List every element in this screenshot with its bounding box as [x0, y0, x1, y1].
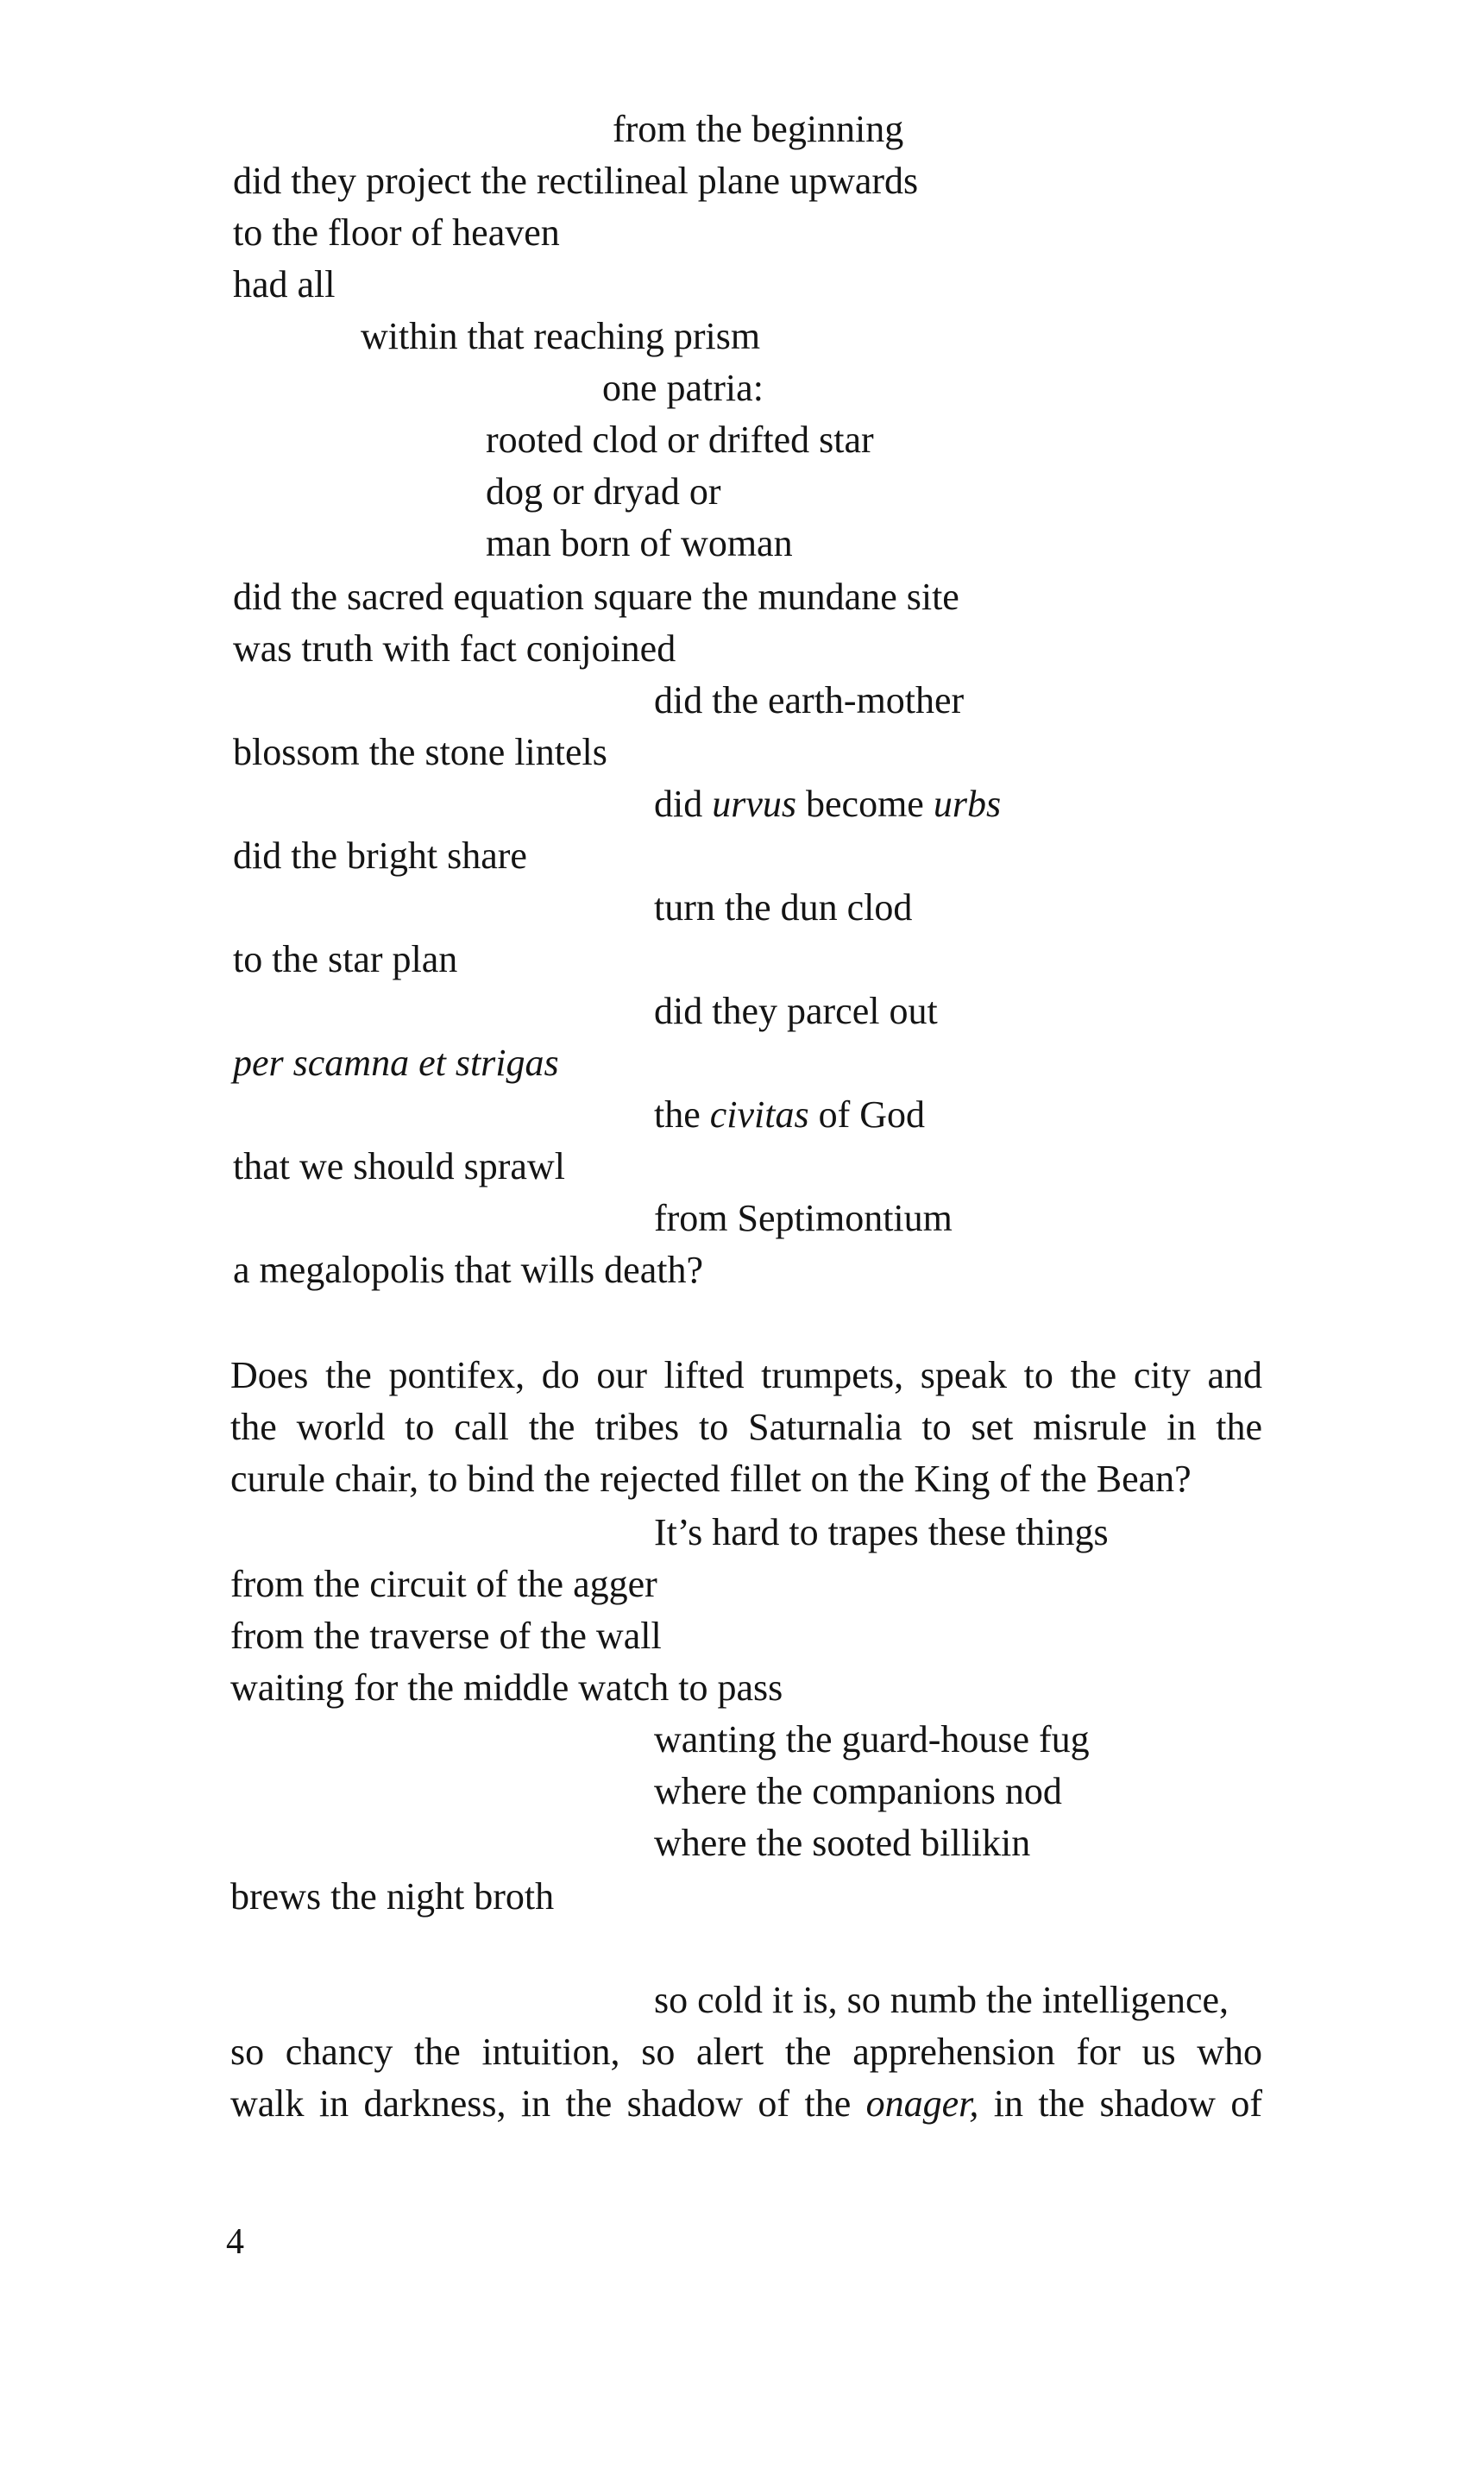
prose-line: the world to call the tribes to Saturnalia to set misrule in the: [230, 1406, 1262, 1448]
poem-line: that we should sprawl: [233, 1145, 565, 1187]
poem-line: the civitas of God: [654, 1093, 926, 1136]
page-number: 4: [226, 2222, 244, 2262]
poem-line: to the floor of heaven: [233, 211, 560, 254]
poem-line: was truth with fact conjoined: [233, 627, 676, 670]
prose-line: curule chair, to bind the rejected fillet on the King of the Bean?: [230, 1458, 1192, 1500]
poem-line: man born of woman: [486, 522, 793, 564]
poem-line: It’s hard to trapes these things: [654, 1511, 1109, 1553]
poem-line: did the earth-mother: [654, 679, 965, 721]
poem-line: waiting for the middle watch to pass: [230, 1666, 783, 1709]
prose-paragraph: [230, 1350, 1262, 1505]
prose-line: so chancy the intuition, so alert the apprehension for us who: [230, 2031, 1262, 2073]
poem-line: from the circuit of the agger: [230, 1563, 657, 1605]
poem-line: did the sacred equation square the mundane site: [233, 576, 959, 618]
poem-line: a megalopolis that wills death?: [233, 1249, 703, 1291]
prose-line: so cold it is, so numb the intelligence,: [654, 1979, 1229, 2021]
poem-line: did the bright share: [233, 835, 527, 877]
poem-line: wanting the guard-house fug: [654, 1718, 1090, 1760]
poem-line: turn the dun clod: [654, 886, 913, 929]
poem-line: blossom the stone lintels: [233, 731, 607, 773]
poem-line: did urvus become urbs: [654, 783, 1002, 825]
poem-line: where the sooted billikin: [654, 1822, 1031, 1864]
poem-line: to the star plan: [233, 938, 458, 980]
prose-line: Does the pontifex, do our lifted trumpets, speak to the city and: [230, 1354, 1262, 1396]
poem-line: from the beginning: [613, 108, 904, 150]
poem-line: did they parcel out: [654, 990, 938, 1032]
poem-line: did they project the rectilineal plane upwards: [233, 160, 919, 202]
prose-line: walk in darkness, in the shadow of the onager, in the shadow of: [230, 2082, 1262, 2125]
poem-line: one patria:: [602, 367, 764, 409]
poem-line: per scamna et strigas: [233, 1042, 559, 1084]
poem-line: brews the night broth: [230, 1875, 555, 1918]
poem-line: from the traverse of the wall: [230, 1615, 662, 1657]
prose-paragraph: [230, 2026, 1262, 2130]
poem-line: dog or dryad or: [486, 470, 721, 513]
poem-line: rooted clod or drifted star: [486, 419, 874, 461]
poem-line: from Septimontium: [654, 1197, 953, 1239]
poem-line: where the companions nod: [654, 1770, 1062, 1812]
poem-line: had all: [233, 263, 336, 305]
poem-line: within that reaching prism: [361, 315, 761, 357]
